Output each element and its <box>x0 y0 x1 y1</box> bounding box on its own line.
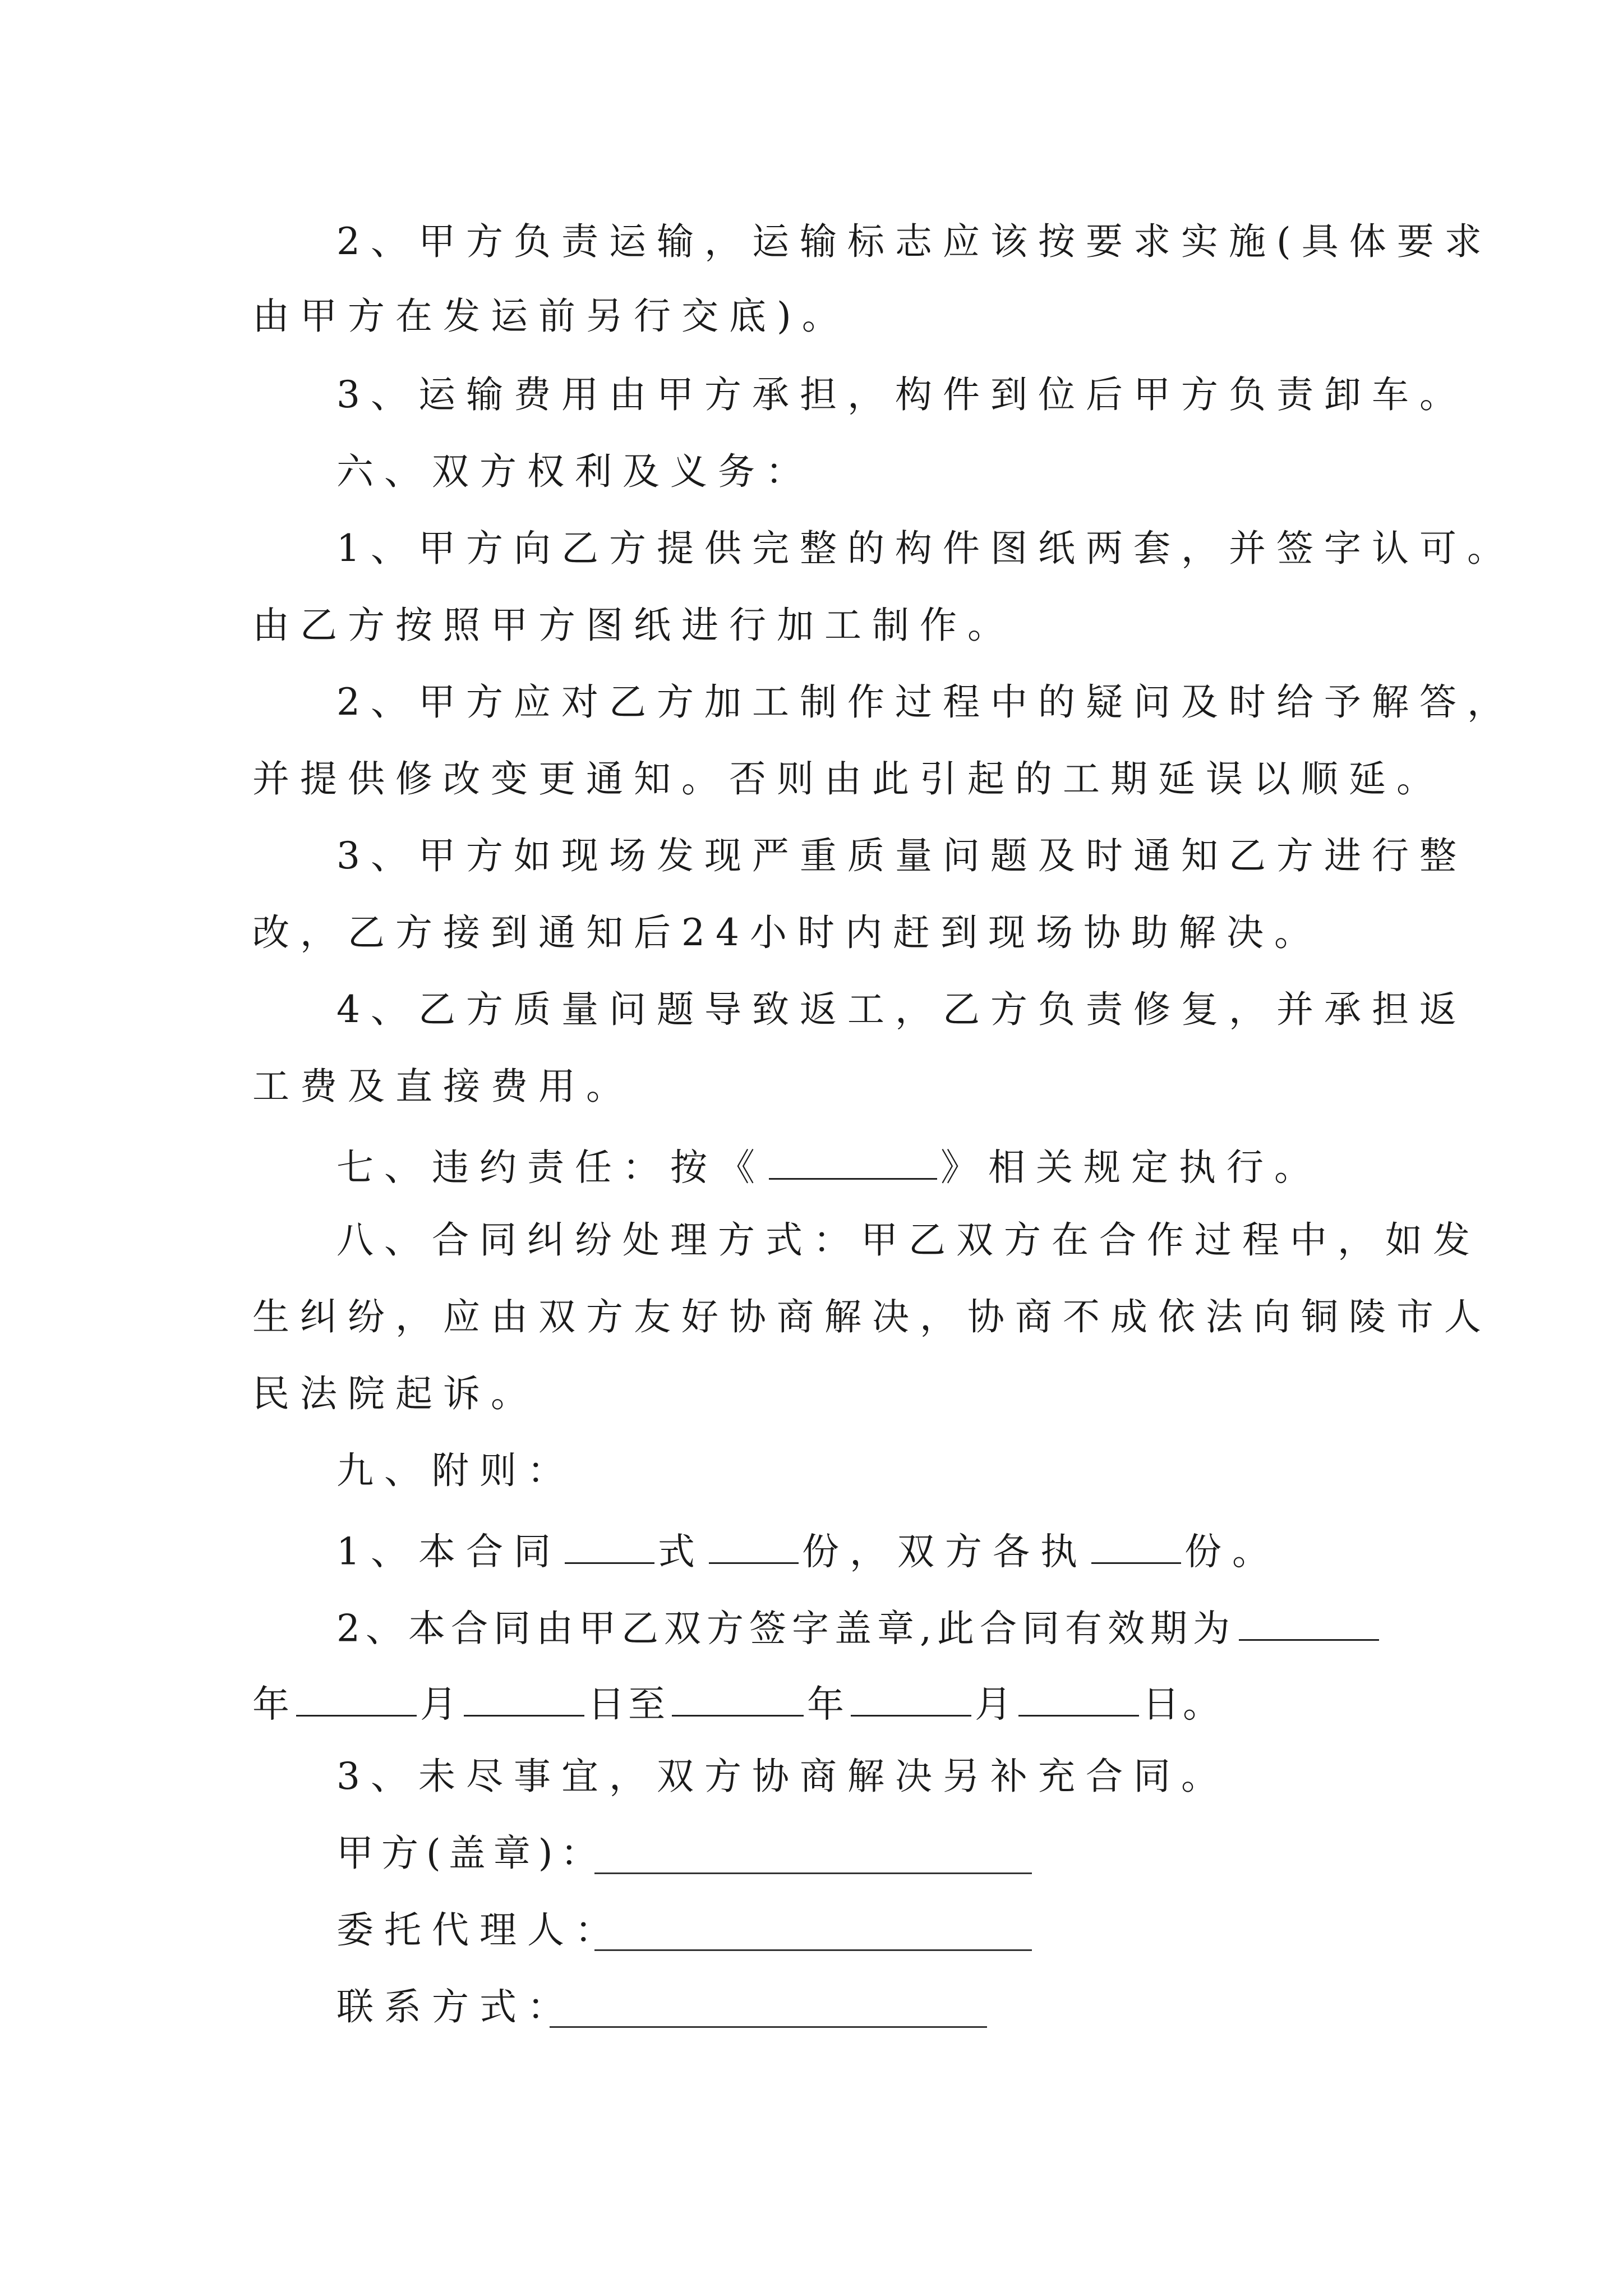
law-name-blank <box>769 1145 937 1180</box>
clause-seven-prefix: 七、违约责任：按《 <box>336 1145 766 1189</box>
text-fragment: 日至 <box>588 1682 668 1726</box>
clause-seven <box>336 1145 1322 1189</box>
clause-nine-item-one <box>336 1529 1280 1573</box>
clause-nine-item-three: 3、未尽事宜，双方协商解决另补充合同。 <box>336 1755 1229 1798</box>
party-a-seal-label: 甲方(盖章)： <box>336 1832 606 1875</box>
paragraph-line: 3、运输费用由甲方承担，构件到位后甲方负责卸车。 <box>336 373 1467 416</box>
date-blank <box>1018 1682 1139 1717</box>
contact-blank <box>550 2026 987 2028</box>
paragraph-line: 工费及直接费用。 <box>252 1065 634 1108</box>
text-fragment: 份，双方各执 <box>802 1530 1088 1573</box>
text-fragment: 年 <box>252 1682 293 1726</box>
paragraph-line: 1、甲方向乙方提供完整的构件图纸两套，并签字认可。 <box>336 527 1515 570</box>
text-fragment: 1、本合同 <box>336 1530 561 1573</box>
date-blank <box>464 1682 584 1717</box>
paragraph-line: 3、甲方如现场发现严重质量问题及时通知乙方进行整 <box>336 834 1467 877</box>
paragraph-line: 2、甲方应对乙方加工制作过程中的疑问及时给予解答， <box>336 680 1515 724</box>
party-a-seal-blank <box>594 1872 1032 1874</box>
paragraph-line: 生纠纷，应由双方友好协商解决，协商不成依法向铜陵市人 <box>252 1295 1492 1338</box>
paragraph-line: 民法院起诉。 <box>252 1372 538 1415</box>
section-heading: 九、附则： <box>336 1449 575 1492</box>
paragraph-line: 4、乙方质量问题导致返工，乙方负责修复，并承担返 <box>336 988 1467 1031</box>
date-blank <box>296 1682 417 1717</box>
text-fragment: 月 <box>975 1682 1015 1726</box>
contact-label: 联系方式： <box>336 1985 575 2028</box>
copies-blank <box>1091 1529 1181 1564</box>
section-heading: 六、双方权利及义务： <box>336 450 813 493</box>
clause-seven-suffix: 》相关规定执行。 <box>940 1145 1322 1189</box>
text-fragment: 2、本合同由甲乙双方签字盖章,此合同有效期为 <box>336 1607 1235 1650</box>
paragraph-line: 八、合同纠纷处理方式：甲乙双方在合作过程中，如发 <box>336 1218 1481 1262</box>
copies-blank <box>565 1529 654 1564</box>
date-blank <box>672 1682 804 1717</box>
validity-date-line <box>252 1682 1223 1726</box>
agent-label: 委托代理人： <box>336 1908 623 1952</box>
agent-blank <box>594 1949 1032 1951</box>
date-blank <box>1239 1606 1379 1641</box>
paragraph-line: 由甲方在发运前另行交底)。 <box>252 295 850 338</box>
clause-nine-item-two <box>336 1606 1382 1650</box>
text-fragment: 份。 <box>1184 1530 1280 1573</box>
text-fragment: 式 <box>658 1530 706 1573</box>
date-blank <box>851 1682 971 1717</box>
paragraph-line: 2、甲方负责运输，运输标志应该按要求实施(具体要求 <box>336 220 1492 263</box>
paragraph-line: 改，乙方接到通知后24小时内赶到现场协助解决。 <box>252 911 1322 954</box>
copies-blank <box>709 1529 799 1564</box>
text-fragment: 年 <box>807 1682 847 1726</box>
text-fragment: 月 <box>420 1682 460 1726</box>
paragraph-line: 由乙方按照甲方图纸进行加工制作。 <box>252 604 1015 647</box>
text-fragment: 日。 <box>1142 1682 1223 1726</box>
paragraph-line: 并提供修改变更通知。否则由此引起的工期延误以顺延。 <box>252 757 1444 800</box>
